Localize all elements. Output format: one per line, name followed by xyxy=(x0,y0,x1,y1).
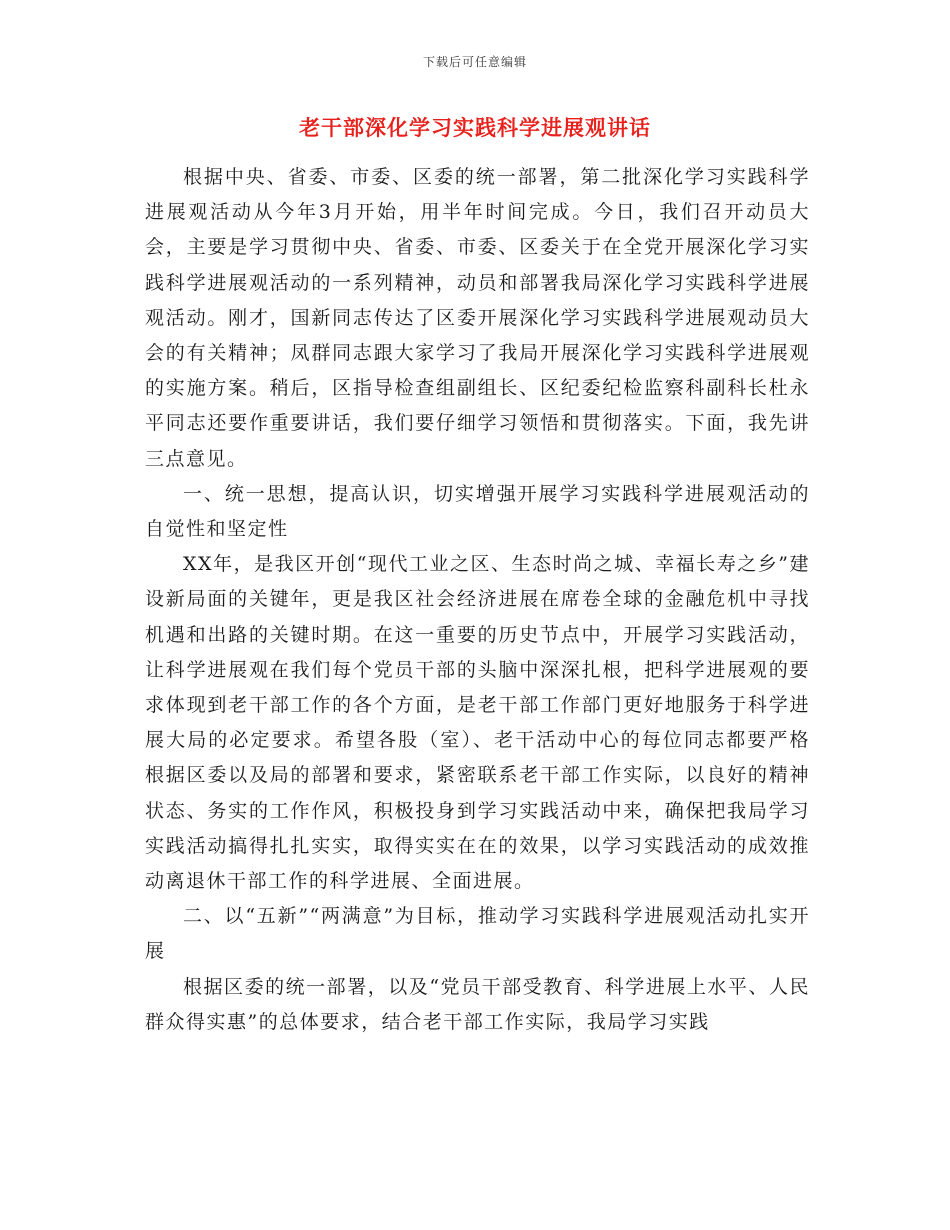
paragraph-intro: 根据中央、省委、市委、区委的统一部署，第二批深化学习实践科学进展观活动从今年3月开始，用半年时间完成。今日，我们召开动员大会，主要是学习贯彻中央、省委、市委、区委关于在全党开展深化学习实践科学进展观活动的一系列精神，动员和部署我局深化学习实践科学进展观活动。刚才，国新同志传达了区委开展深化学习实践科学进展观动员大会的有关精神；凤群同志跟大家学习了我局开展深化学习实践科学进展观的实施方案。稍后，区指导检查组副组长、区纪委纪检监察科副科长杜永平同志还要作重要讲话，我们要仔细学习领悟和贯彻落实。下面，我先讲三点意见。 xyxy=(145,166,810,470)
paragraph-section-one: XX年，是我区开创“现代工业之区、生态时尚之城、幸福长寿之乡”建设新局面的关键年，更是我区社会经济进展在席卷全球的金融危机中寻找机遇和出路的关键时期。在这一重要的历史节点中，开展学习实践活动，让科学进展观在我们每个党员干部的头脑中深深扎根，把科学进展观的要求体现到老干部工作的各个方面，是老干部工作部门更好地服务于科学进展大局的必定要求。希望各股（室）、老干活动中心的每位同志都要严格根据区委以及局的部署和要求，紧密联系老干部工作实际，以良好的精神状态、务实的工作作风，积极投身到学习实践活动中来，确保把我局学习实践活动搞得扎扎实实，取得实实在在的效果，以学习实践活动的成效推动离退休干部工作的科学进展、全面进展。 xyxy=(145,553,810,893)
document-body xyxy=(145,160,810,1040)
document-title: 老干部深化学习实践科学进展观讲话 xyxy=(299,115,651,140)
section-heading-one: 一、统一思想，提高认识，切实增强开展学习实践科学进展观活动的自觉性和坚定性 xyxy=(145,482,810,541)
paragraph-section-two: 根据区委的统一部署，以及“党员干部受教育、科学进展上水平、人民群众得实惠”的总体要求，结合老干部工作实际，我局学习实践 xyxy=(145,975,810,1033)
section-heading-two: 二、以“五新”“两满意”为目标，推动学习实践科学进展观活动扎实开展 xyxy=(145,905,810,963)
header-note: 下载后可任意编辑 xyxy=(422,55,527,69)
